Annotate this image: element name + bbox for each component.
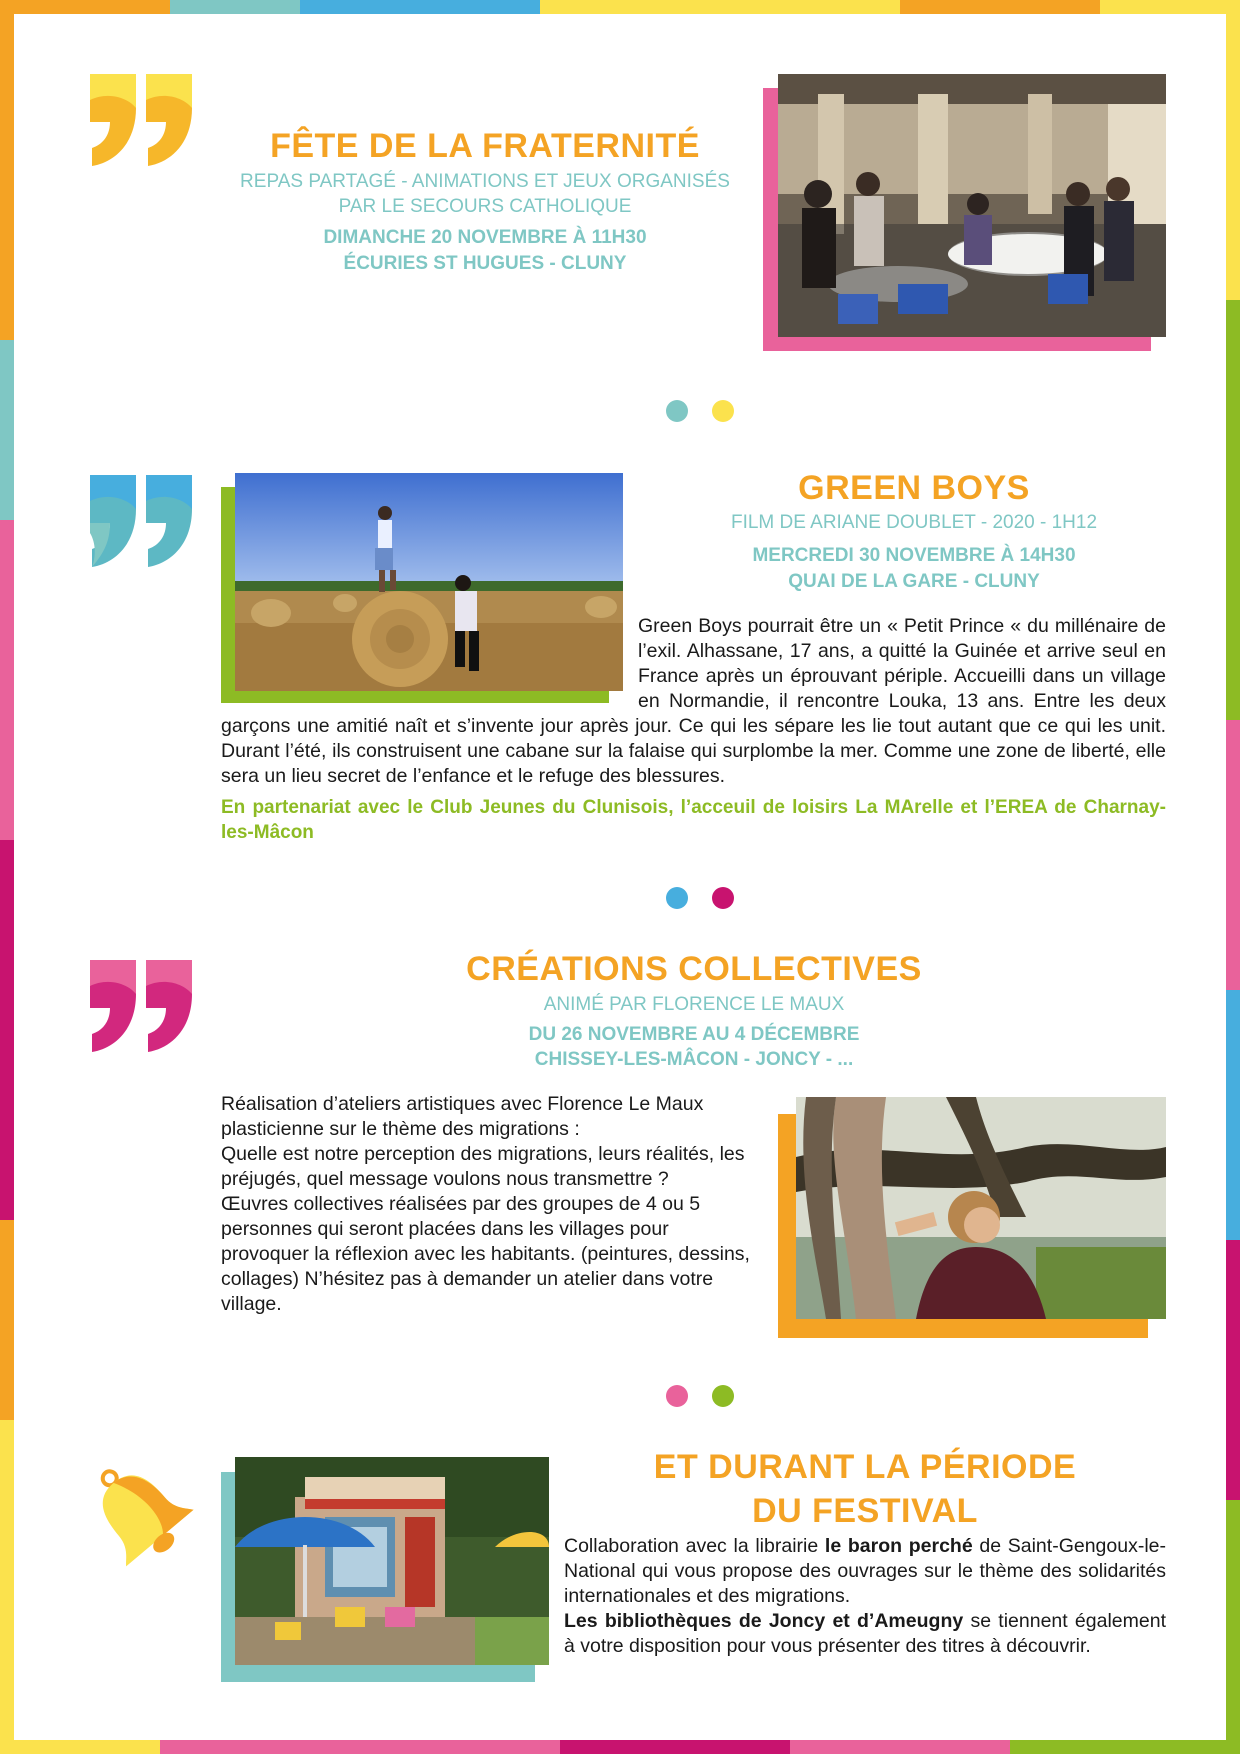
event-paragraph <box>564 1534 1166 1609</box>
separator-dot <box>666 400 688 422</box>
text-segment: de Saint-Gengoux-le-National qui vous propose des ouvrages sur le thème des solidarités internationales et des migrations. <box>564 1535 1166 1607</box>
separator-dot <box>712 887 734 909</box>
event-place: CHISSEY-LES-MÂCON - JONCY - ... <box>534 1049 854 1070</box>
event-title: DU FESTIVAL <box>752 1492 978 1530</box>
bookshop-photo <box>235 1457 549 1665</box>
event-subtitle: REPAS PARTAGÉ - ANIMATIONS ET JEUX ORGANISÉS <box>240 171 730 192</box>
bookshop-name: le baron perché <box>824 1535 973 1557</box>
artist-tree-photo <box>796 1097 1166 1319</box>
event-place: QUAI DE LA GARE - CLUNY <box>788 571 1040 592</box>
event-title: CRÉATIONS COLLECTIVES <box>466 950 922 988</box>
event-subtitle: PAR LE SECOURS CATHOLIQUE <box>338 196 632 217</box>
event-description-block <box>221 614 1166 789</box>
text-segment: se tiennent également à votre disposition pour vous présenter des titres à découvrir. <box>564 1610 1166 1657</box>
separator-dot <box>712 1385 734 1407</box>
separator-dot <box>666 887 688 909</box>
event-paragraph <box>564 1609 1166 1659</box>
bell-icon <box>82 1456 194 1568</box>
event-subtitle: FILM DE ARIANE DOUBLET - 2020 - 1H12 <box>730 512 1098 533</box>
separator-dot <box>666 1385 688 1407</box>
text-wrap-spacer <box>221 614 638 714</box>
event-subtitle: ANIMÉ PAR FLORENCE LE MAUX <box>543 994 845 1015</box>
event-date: DU 26 NOVEMBRE AU 4 DÉCEMBRE <box>528 1024 860 1045</box>
event-description: Green Boys pourrait être un « Petit Prince « du millénaire de l’exil. Alhassane, 17 ans, a quitté la Guinée et arrive seul en France après un éprouvant périple. Accueilli dans un village en Normandie, il rencontre Louka, 13 ans. Entre les deux garçons une amitié naît et s’invente jour après jour. Ce qui les sépare les lie tout autant que ce qui les unit. Durant l’été, ils construisent une cabane sur la falaise qui surplombe la mer. Comme une zone de liberté, elle sera un lieu secret de l’enfance et le refuge des blessures. <box>221 615 1166 787</box>
event-description: Réalisation d’ateliers artistiques avec Florence Le Maux plasticienne sur le thème des migrations : Quelle est notre perception des migrations, leurs réalités, les préjugés, quel message voulons nous transmettre ? Œuvres collectives réalisées par des groupes de 4 ou 5 personnes qui seront placées dans les villages pour provoquer la réflexion avec les habitants. (peintures, dessins, collages) N’hésitez pas à demander un atelier dans votre village. <box>221 1093 750 1315</box>
libraries-name: Les bibliothèques de Joncy et d’Ameugny <box>564 1610 964 1632</box>
event-partner: En partenariat avec le Club Jeunes du Clunisois, l’acceuil de loisirs La MArelle et l’EREA de Charnay-les-Mâcon <box>221 797 1166 843</box>
event-date: MERCREDI 30 NOVEMBRE À 14H30 <box>752 545 1076 566</box>
community-meal-photo <box>778 74 1166 337</box>
event-title: ET DURANT LA PÉRIODE <box>653 1448 1077 1486</box>
event-title: GREEN BOYS <box>798 469 1030 507</box>
quote-icon <box>86 473 196 569</box>
event-title: FÊTE DE LA FRATERNITÉ <box>270 127 700 165</box>
quote-icon <box>86 958 196 1054</box>
text-segment: Collaboration avec la librairie <box>564 1535 825 1557</box>
quote-icon <box>86 72 196 168</box>
separator-dot <box>712 400 734 422</box>
event-date: DIMANCHE 20 NOVEMBRE À 11H30 <box>323 227 647 248</box>
event-place: ÉCURIES ST HUGUES - CLUNY <box>343 253 627 274</box>
